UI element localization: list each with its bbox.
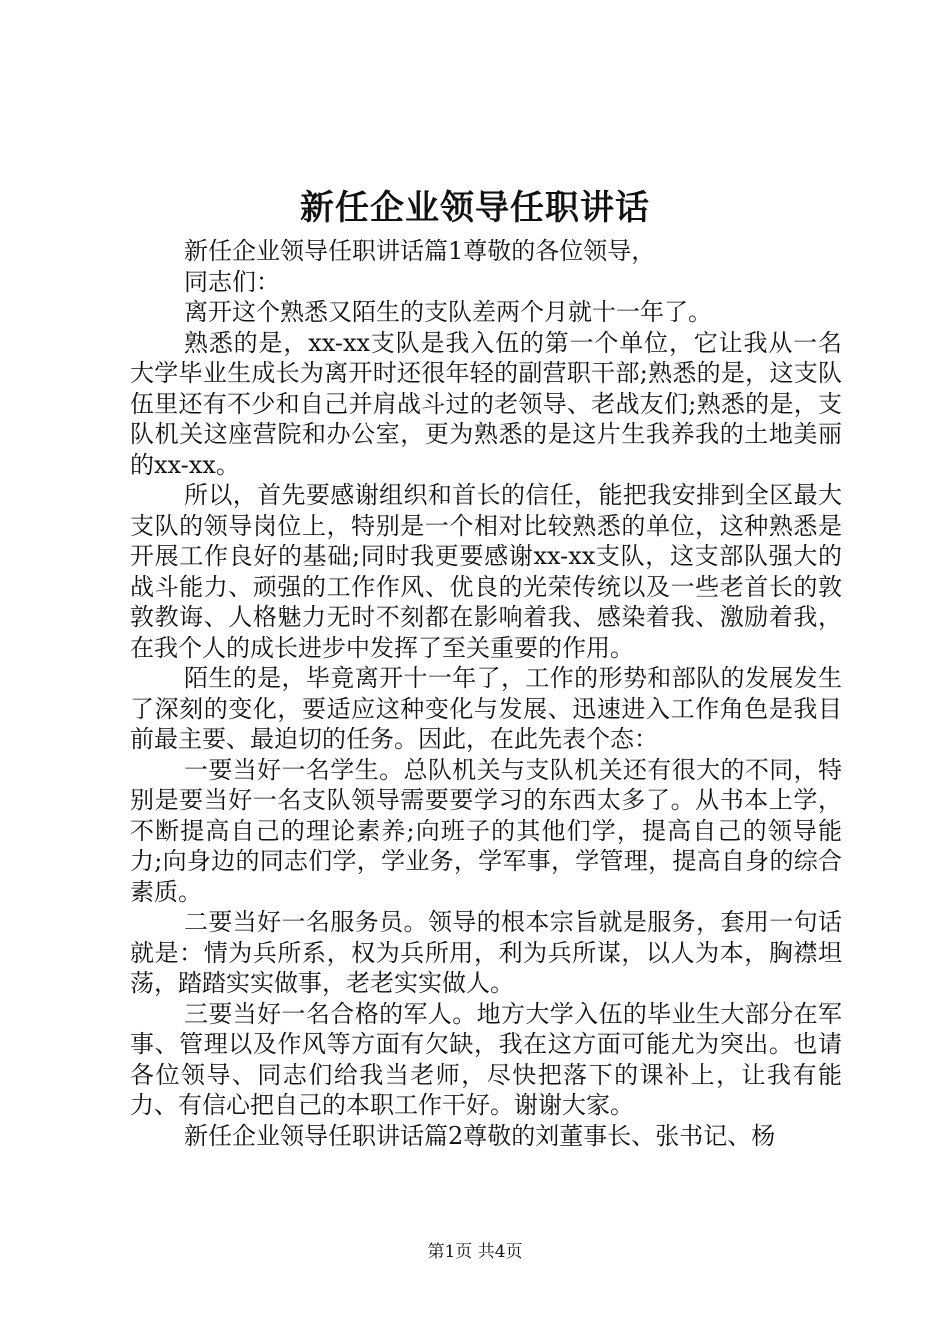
page-footer: 第1页 共4页 xyxy=(427,1242,523,1262)
paragraph: 二要当好一名服务员。领导的根本宗旨就是服务，套用一句话就是：情为兵所系，权为兵所用，利为兵所谋，以人为本，胸襟坦荡，踏踏实实做事，老老实实做人。 xyxy=(130,908,842,997)
paragraph: 新任企业领导任职讲话篇2尊敬的刘董事长、张书记、杨 xyxy=(184,1121,776,1150)
paragraph: 同志们： xyxy=(184,267,280,296)
paragraph: 一要当好一名学生。总队机关与支队机关还有很大的不同，特别是要当好一名支队领导需要要学习的东西太多了。从书本上学，不断提高自己的理论素养;向班子的其他们学，提高自己的领导能力;向身边的同志们学，学业务，学军事，学管理，提高自身的综合素质。 xyxy=(130,755,842,906)
document-title: 新任企业领导任职讲话 xyxy=(300,188,650,228)
paragraph: 三要当好一名合格的军人。地方大学入伍的毕业生大部分在军事、管理以及作风等方面有欠缺，我在这方面可能尤为突出。也请各位领导、同志们给我当老师，尽快把落下的课补上，让我有能力、有信心把自己的本职工作干好。谢谢大家。 xyxy=(130,999,842,1119)
paragraph: 新任企业领导任职讲话篇1尊敬的各位领导， xyxy=(184,237,656,265)
paragraph: 熟悉的是，xx-xx支队是我入伍的第一个单位，它让我从一名大学毕业生成长为离开时还很年轻的副营职干部;熟悉的是，这支队伍里还有不少和自己并肩战斗过的老领导、老战友们;熟悉的是，支队机关这座营院和办公室，更为熟悉的是这片生我养我的土地美丽的xx-xx。 xyxy=(130,328,842,479)
paragraph: 离开这个熟悉又陌生的支队差两个月就十一年了。 xyxy=(184,298,712,326)
paragraph: 所以，首先要感谢组织和首长的信任，能把我安排到全区最大支队的领导岗位上，特别是一个相对比较熟悉的单位，这种熟悉是开展工作良好的基础;同时我更要感谢xx-xx支队，这支部队强大的战斗能力、顽强的工作作风、优良的光荣传统以及一些老首长的敦敦教诲、人格魅力无时不刻都在影响着我、感染着我、激励着我，在我个人的成长进步中发挥了至关重要的作用。 xyxy=(130,481,842,662)
paragraph: 陌生的是，毕竟离开十一年了，工作的形势和部队的发展发生了深刻的变化，要适应这种变化与发展、迅速进入工作角色是我目前最主要、最迫切的任务。因此，在此先表个态： xyxy=(130,664,842,753)
document-body xyxy=(130,236,842,1151)
